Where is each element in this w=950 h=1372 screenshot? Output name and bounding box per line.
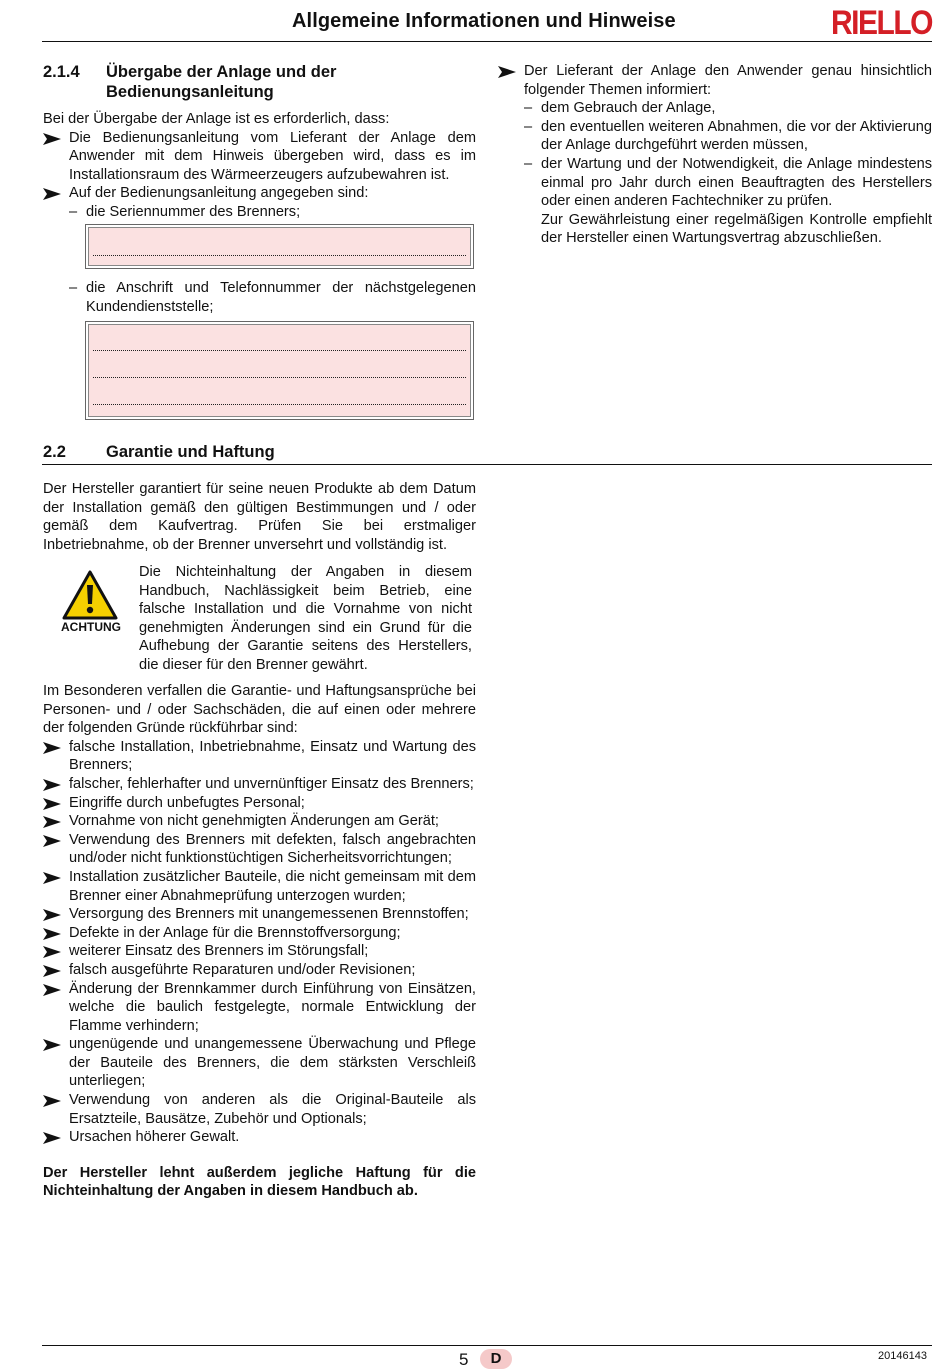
section-number: 2.1.4: [43, 63, 80, 81]
service-address-field[interactable]: [85, 321, 474, 420]
address-subitem-block: [43, 279, 476, 316]
page-header-title: Allgemeine Informationen und Hinweise: [292, 10, 676, 32]
closing-statement: Der Hersteller lehnt außerdem jegliche Haftung für die Nichteinhaltung der Angaben in diesem Handbuch ab.: [43, 1164, 476, 1200]
section-title-line1: Übergabe der Anlage und der: [106, 63, 337, 81]
sub-item-text: der Wartung und der Notwendigkeit, die Anlage mindestens einmal pro Jahr durch einen Beauftragten des Herstellers oder einen anderen Fachtechniker zu prüfen.: [541, 155, 932, 210]
list-item-text: Vornahme von nicht genehmigten Änderungen am Gerät;: [69, 813, 439, 830]
section-rule: [42, 464, 932, 465]
list-item: [43, 775, 476, 794]
dotted-line: [93, 404, 466, 405]
sub-item-address: – die Anschrift und Telefonnummer der nächstgelegenen Kundendienststelle;: [69, 280, 476, 315]
sub-item-text: die Seriennummer des Brenners;: [86, 203, 301, 220]
list-item-text: ungenügende und unangemessene Überwachung und Pflege der Bauteile des Brenners, die dem stärksten Verschleiß unterliegen;: [69, 1036, 476, 1090]
page-number: 5: [459, 1350, 469, 1369]
list-item: [43, 129, 476, 185]
dotted-line: [93, 350, 466, 351]
list-item-text: weiterer Einsatz des Brenners im Störungsfall;: [69, 943, 369, 960]
list-item-text: falsche Installation, Inbetriebnahme, Einsatz und Wartung des Brenners;: [69, 738, 476, 774]
list-item: [43, 184, 476, 203]
sub-item: – der Wartung und der Notwendigkeit, die Anlage mindestens einmal pro Jahr durch einen Beauftragten des Herstellers oder einen anderen Fachtechniker zu prüfen.: [524, 155, 932, 210]
list-item: [43, 831, 476, 868]
sub-item-text: den eventuellen weiteren Abnahmen, die vor der Aktivierung der Anlage durchgeführt werden müssen,: [541, 118, 932, 154]
warning-triangle-icon: [62, 570, 118, 622]
list-item-text: Die Bedienungsanleitung vom Lieferant der Anlage dem Anwender mit dem Hinweis übergeben wird, dass es im Installationsraum des Wärmeerzeugers aufzubewahren ist.: [69, 129, 476, 183]
serial-number-field[interactable]: [85, 224, 474, 269]
list-item: [43, 1035, 476, 1091]
arrow-bullet-icon: [43, 965, 61, 977]
warranty-intro: Der Hersteller garantiert für seine neuen Produkte ab dem Datum der Installation gemäß den gültigen Bestimmungen und / oder gemäß dem Kaufvertrag. Prüfen Sie bei erstmaliger Inbetriebnahme, ob der Brenner unversehrt und vollständig ist.: [43, 481, 476, 553]
list-item-text: falscher, fehlerhafter und unvernünftiger Einsatz des Brenners;: [69, 775, 474, 792]
arrow-bullet-icon: [43, 928, 61, 940]
section-heading: [43, 62, 476, 102]
riello-logo: RIELLO: [831, 4, 932, 42]
list-item: [498, 62, 932, 99]
arrow-bullet-icon: [43, 779, 61, 791]
section-2-1-4-right: [498, 62, 932, 248]
language-badge: D: [480, 1349, 512, 1369]
dotted-line: [93, 377, 466, 378]
list-item-text: Änderung der Brennkammer durch Einführung von Einsätzen, welche die baulich festgelegte, normale Entwicklung der Flamme verhindern;: [69, 980, 476, 1034]
list-item: [43, 942, 476, 961]
list-item-text: falsch ausgeführte Reparaturen und/oder Revisionen;: [69, 961, 416, 978]
liability-reasons-list: [43, 738, 476, 1147]
list-item-text: Eingriffe durch unbefugtes Personal;: [69, 794, 305, 811]
document-code: 20146143: [878, 1350, 927, 1362]
section-number: 2.2: [43, 443, 66, 461]
list-item-text: Versorgung des Brenners mit unangemessenen Brennstoffen;: [69, 906, 469, 923]
arrow-bullet-icon: [43, 872, 61, 884]
list-item: [43, 738, 476, 775]
arrow-bullet-icon: [43, 1095, 61, 1107]
list-item-text: Ursachen höherer Gewalt.: [69, 1129, 240, 1146]
arrow-bullet-icon: [43, 742, 61, 754]
list-item: [43, 812, 476, 831]
section-title-line2: Bedienungsanleitung: [106, 83, 274, 101]
list-item: [43, 961, 476, 980]
list-item: [43, 1091, 476, 1128]
arrow-bullet-icon: [43, 1039, 61, 1051]
list-item-text: Verwendung von anderen als die Original-Bauteile als Ersatzteile, Bausätze, Zubehör und Optionals;: [69, 1092, 476, 1127]
sub-item-text: die Anschrift und Telefonnummer der nächstgelegenen Kundendienststelle;: [86, 280, 476, 315]
list-item-text: Installation zusätzlicher Bauteile, die nicht gemeinsam mit dem Brenner einer Abnahmeprüfung unterzogen wurden;: [69, 868, 476, 904]
list-item-text: Der Lieferant der Anlage den Anwender genau hinsichtlich folgender Themen informiert:: [524, 63, 932, 98]
list-item-text: Verwendung des Brenners mit defekten, falsch angebrachten und/oder nicht funktionstüchtigen Sicherheitsvorrichtungen;: [69, 831, 476, 867]
arrow-bullet-icon: [498, 66, 516, 78]
list-item: [43, 1128, 476, 1147]
arrow-bullet-icon: [43, 798, 61, 810]
list-item: [43, 868, 476, 905]
footer-rule: [42, 1345, 932, 1346]
liability-intro: Im Besonderen verfallen die Garantie- und Haftungsansprüche bei Personen- und / oder Sachschäden, die auf einen oder mehrere der folgenden Gründe rückführbar sind:: [43, 683, 476, 737]
list-item-text: Auf der Bedienungsanleitung angegeben sind:: [69, 185, 369, 202]
sub-item: – dem Gebrauch der Anlage,: [524, 100, 716, 117]
section-title: [106, 62, 336, 102]
section-2-2-heading-block: [43, 442, 923, 462]
liability-block: [43, 682, 476, 1201]
arrow-bullet-icon: [43, 946, 61, 958]
list-item: [43, 980, 476, 1036]
arrow-bullet-icon: [43, 133, 61, 145]
warning-text: Die Nichteinhaltung der Angaben in diesem Handbuch, Nachlässigkeit beim Betrieb, eine falsche Installation und die Vornahme von nicht genehmigten Änderungen sind ein Grund für die Aufhebung der Garantie seitens des Herstellers, die dieser für den Brenner gewährt.: [139, 564, 472, 673]
header-rule: [42, 41, 932, 42]
section-heading: [43, 442, 923, 462]
sub-item: – den eventuellen weiteren Abnahmen, die vor der Aktivierung der Anlage durchgeführt werden müssen,: [524, 118, 932, 154]
sub-item-serial: – die Seriennummer des Brenners;: [69, 203, 301, 220]
list-item: [43, 794, 476, 813]
section-2-1-4-left: [43, 62, 476, 222]
arrow-bullet-icon: [43, 188, 61, 200]
arrow-bullet-icon: [43, 835, 61, 847]
section-title: Garantie und Haftung: [106, 443, 275, 461]
arrow-bullet-icon: [43, 909, 61, 921]
sub-item-text: dem Gebrauch der Anlage,: [541, 100, 716, 117]
arrow-bullet-icon: [43, 816, 61, 828]
arrow-bullet-icon: [43, 984, 61, 996]
list-item: [43, 905, 476, 924]
handover-intro: Bei der Übergabe der Anlage ist es erforderlich, dass:: [43, 111, 390, 127]
dotted-line: [93, 255, 466, 256]
list-item: [43, 924, 476, 943]
maintenance-note: Zur Gewährleistung einer regelmäßigen Kontrolle empfiehlt der Hersteller einen Wartungsvertrag abzuschließen.: [541, 211, 932, 247]
list-item-text: Defekte in der Anlage für die Brennstoffversorgung;: [69, 924, 401, 941]
warning-label: ACHTUNG: [61, 620, 121, 634]
arrow-bullet-icon: [43, 1132, 61, 1144]
